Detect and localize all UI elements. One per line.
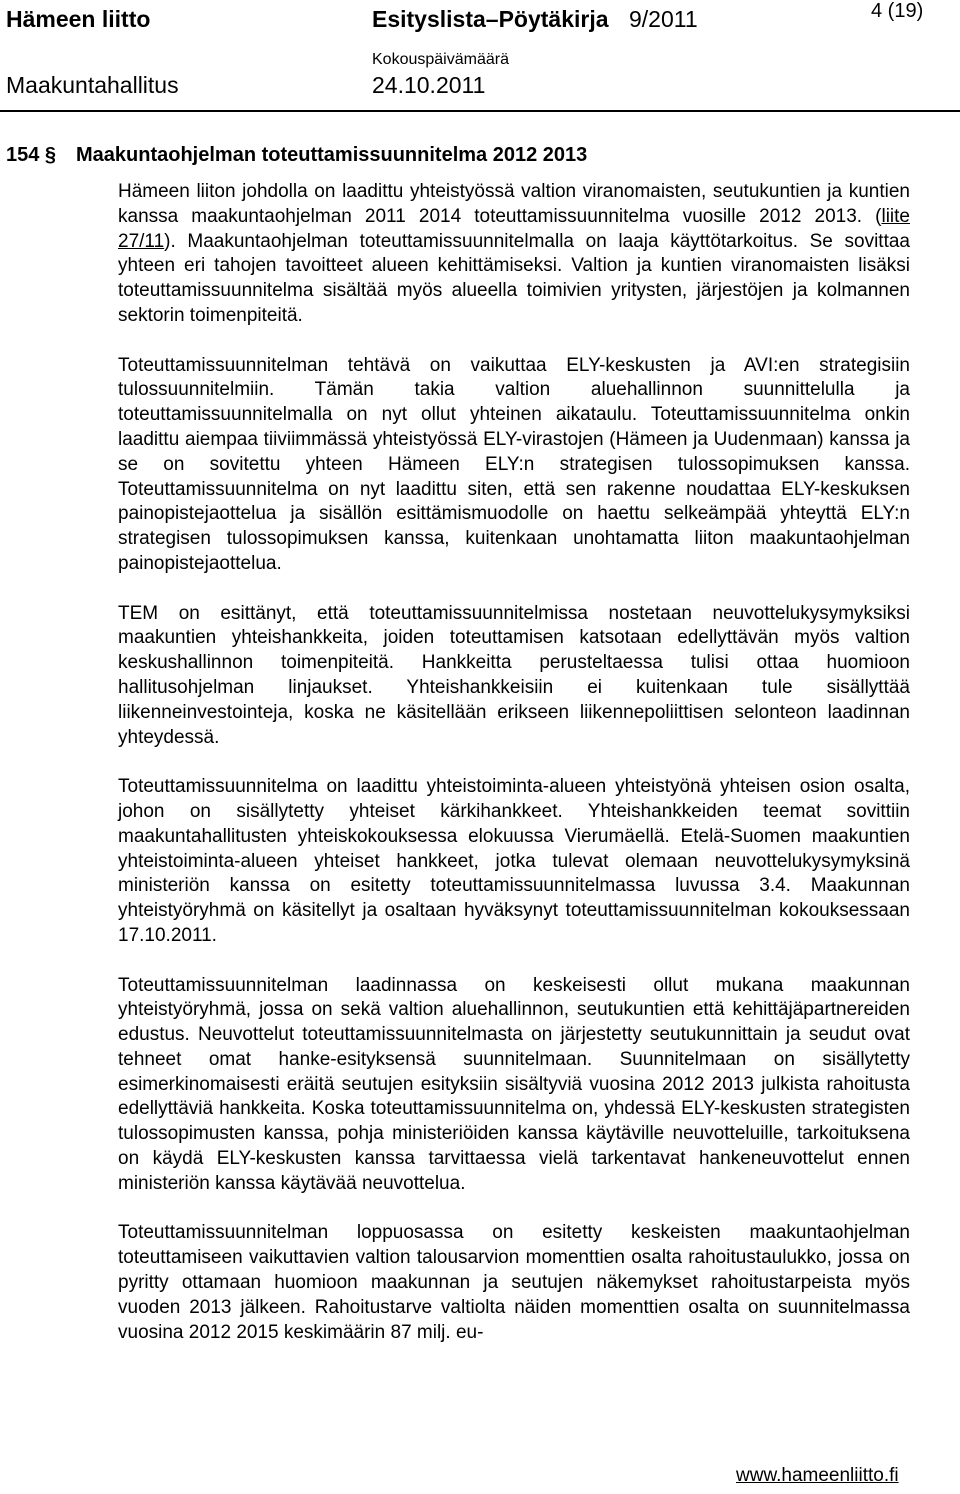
section-number: 154 § <box>6 144 57 166</box>
organization-name: Hämeen liitto <box>6 6 151 32</box>
document-body <box>118 180 910 1370</box>
governing-body-name: Maakuntahallitus <box>6 72 179 98</box>
meeting-date-label: Kokouspäivämäärä <box>372 51 509 68</box>
paragraph-3: TEM on esittänyt, että toteuttamissuunnitelmissa nostetaan neuvottelukysymyksiksi maakuntien yhteishankkeita, joiden toteuttamisen katsotaan edellyttävän myös valtion keskushallinnon toimenpiteitä. Hankkeitta perusteltaessa tulisi ottaa huomioon hallitusohjelman linjaukset. Yhteishankkeisiin ei kuitenkaan tule sisällyttää liikenneinvestointeja, koska ne käsitellään erikseen liikennepoliittisen selonteon laadinnan yhteydessä. <box>118 602 910 748</box>
section-heading <box>6 144 587 167</box>
paragraph-4: Toteuttamissuunnitelma on laadittu yhteistoiminta-alueen yhteistyönä yhteisen osion osalta, johon on sisällytetty yhteiset kärkihankkeet. Yhteishankkeiden teemat sovittiin maakuntahallitusten yhteiskokouksessa elokuussa Vierumäellä. Etelä-Suomen maakuntien yhteistoiminta-alueen yhteiset hankkeet, jotka tulevat olemaan neuvottelukysymyksinä ministeriön kanssa on esitetty toteuttamissuunnitelmassa luvussa 3.4. Maakunnan yhteistyöryhmä on käsitellyt ja osaltaan hyväksynyt toteuttamissuunnitelman kokouksessaan 17.10.2011. <box>118 776 910 946</box>
header-divider <box>0 110 960 112</box>
section-title: Maakuntaohjelman toteuttamissuunnitelma 2012 2013 <box>76 144 588 166</box>
page-number: 4 (19) <box>871 0 924 22</box>
document-type: Esityslista–Pöytäkirja <box>372 6 609 32</box>
paragraph-2: Toteuttamissuunnitelman tehtävä on vaikuttaa ELY-keskusten ja AVI:en strategisiin tulossuunnitelmiin. Tämän takia valtion aluehallinnon suunnittelulla ja toteuttamissuunnitelmalla on nyt ollut yhteinen aikataulu. Toteuttamissuunnitelma onkin laadittu aiempaa tiiviimmässä yhteistyössä ELY-virastojen (Hämeen ja Uudenmaan) kanssa ja se on sovitettu yhteen Hämeen ELY:n strategisen tulossopimuksen kanssa. Toteuttamissuunnitelma on nyt laadittu siten, että sen rakenne noudattaa ELY-keskuksen painopistejaottelua ja sisällön esittämismuodolle on haettu selkeämpää yhteyttä ELY:n strategisen tulossopimuksen kanssa, kuitenkaan unohtamatta liiton maakuntaohjelman painopistejaottelua. <box>118 354 910 574</box>
meeting-date: 24.10.2011 <box>372 72 486 98</box>
paragraph-1-text-a: Hämeen liiton johdolla on laadittu yhteistyössä valtion viranomaisten, seutukuntien ja kuntien kanssa maakuntaohjelman 2011 2014 toteuttamissuunnitelma vuosille 2012 2013. ( <box>118 181 910 227</box>
paragraph-1-text-b: ). Maakuntaohjelman toteuttamissuunnitelmalla on laaja käyttötarkoitus. Se sovittaa yhteen eri tahojen tavoitteet alueen kehittämiseksi. Valtion ja kuntien viranomaisten lisäksi toteuttamissuunnitelma sisältää myös alueella toimivien yritysten, järjestöjen ja kolmannen sektorin toimenpiteitä. <box>118 230 910 326</box>
paragraph-6: Toteuttamissuunnitelman loppuosassa on esitetty keskeisten maakuntaohjelman toteuttamiseen vaikuttavien valtion talousarvion momenttien osalta rahoitustaulukko, jossa on pyritty ottamaan huomioon maakunnan ja seutujen näkemykset rahoitustarpeista myös vuoden 2013 jälkeen. Rahoitustarve valtiolta näiden momenttien osalta on suunnitelmassa vuosina 2012 2015 keskimäärin 87 milj. eu- <box>118 1222 910 1343</box>
footer-website-link[interactable]: www.hameenliitto.fi <box>736 1465 899 1486</box>
document-number: 9/2011 <box>629 6 698 32</box>
attachment-link[interactable]: liite 27/11 <box>118 205 910 252</box>
paragraph-5: Toteuttamissuunnitelman laadinnassa on keskeisesti ollut mukana maakunnan yhteistyöryhmä, jossa on sekä valtion aluehallinnon, seutukuntien että kehittäjäpartnereiden edustus. Neuvottelut toteuttamissuunnitelmasta on järjestetty seutukunnittain ja seudut ovat tehneet omat hanke-esityksensä suunnitelmaan. Suunnitelmaan on sisällytetty esimerkinomaisesti eräitä seutujen esityksiin sisältyviä vuosina 2012 2013 julkista rahoitusta edellyttäviä hankkeita. Koska toteuttamissuunnitelma on, yhdessä ELY-keskusten strategisten tulossopimusten kanssa, pohja ministeriöiden kanssa käytäville neuvotteluille, tarkoituksena on käydä ELY-keskusten kanssa tarvittaessa vielä tarkentavat hankeneuvottelut ennen ministeriön kanssa käytävää neuvottelua. <box>118 974 910 1194</box>
paragraph-1 <box>118 180 910 329</box>
